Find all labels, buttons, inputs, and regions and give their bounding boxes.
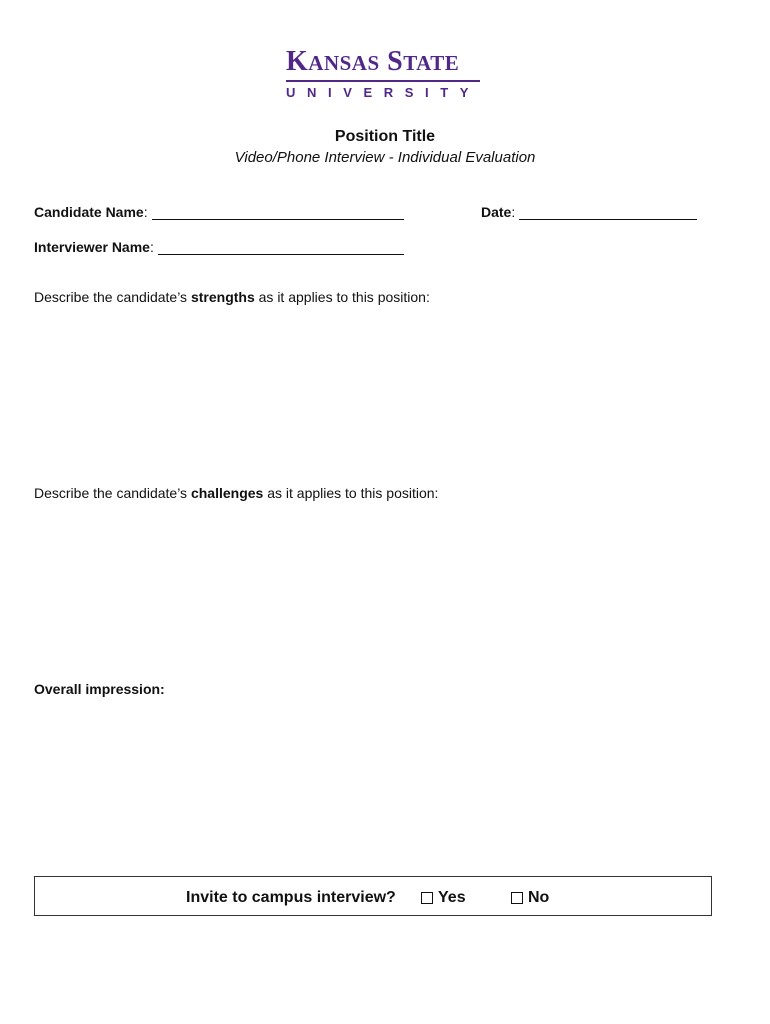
invite-no-option[interactable] [511,889,549,907]
strengths-prompt-start: Describe the candidate’s [34,289,191,305]
logo-divider [286,80,480,82]
overall-impression-label: Overall impression: [34,681,165,697]
interviewer-name-label: Interviewer Name [34,239,150,255]
invite-yes-option[interactable] [421,889,466,907]
invite-question: Invite to campus interview? [186,889,396,906]
date-input-line[interactable] [519,205,697,220]
challenges-emphasis: challenges [190,485,264,501]
yes-label: Yes [438,889,466,906]
page-title: Position Title [334,128,436,145]
date-colon: : [511,204,516,220]
logo-wordmark: KANSAS STATE [286,46,460,77]
candidate-name-input-line[interactable] [152,205,404,220]
date-field [481,204,697,220]
university-logo [286,48,482,100]
challenges-prompt-start: Describe the candidate’s [34,485,191,501]
date-label: Date [481,204,512,220]
strengths-emphasis: strengths [190,289,255,305]
strengths-prompt-end: as it applies to this position: [254,289,430,305]
no-label: No [528,889,550,906]
no-checkbox[interactable] [511,892,523,904]
page-subtitle: Video/Phone Interview - Individual Evaluation [234,149,536,166]
candidate-name-label: Candidate Name [34,204,144,220]
interviewer-name-input-line[interactable] [158,240,404,255]
challenges-prompt [34,485,438,501]
strengths-prompt [34,289,430,305]
challenges-prompt-end: as it applies to this position: [263,485,439,501]
invite-box [34,876,712,916]
candidate-name-colon: : [143,204,148,220]
interviewer-name-colon: : [149,239,154,255]
interviewer-name-field [34,239,404,255]
yes-checkbox[interactable] [421,892,433,904]
logo-subline: UNIVERSITY [286,85,481,100]
candidate-name-field [34,204,404,220]
